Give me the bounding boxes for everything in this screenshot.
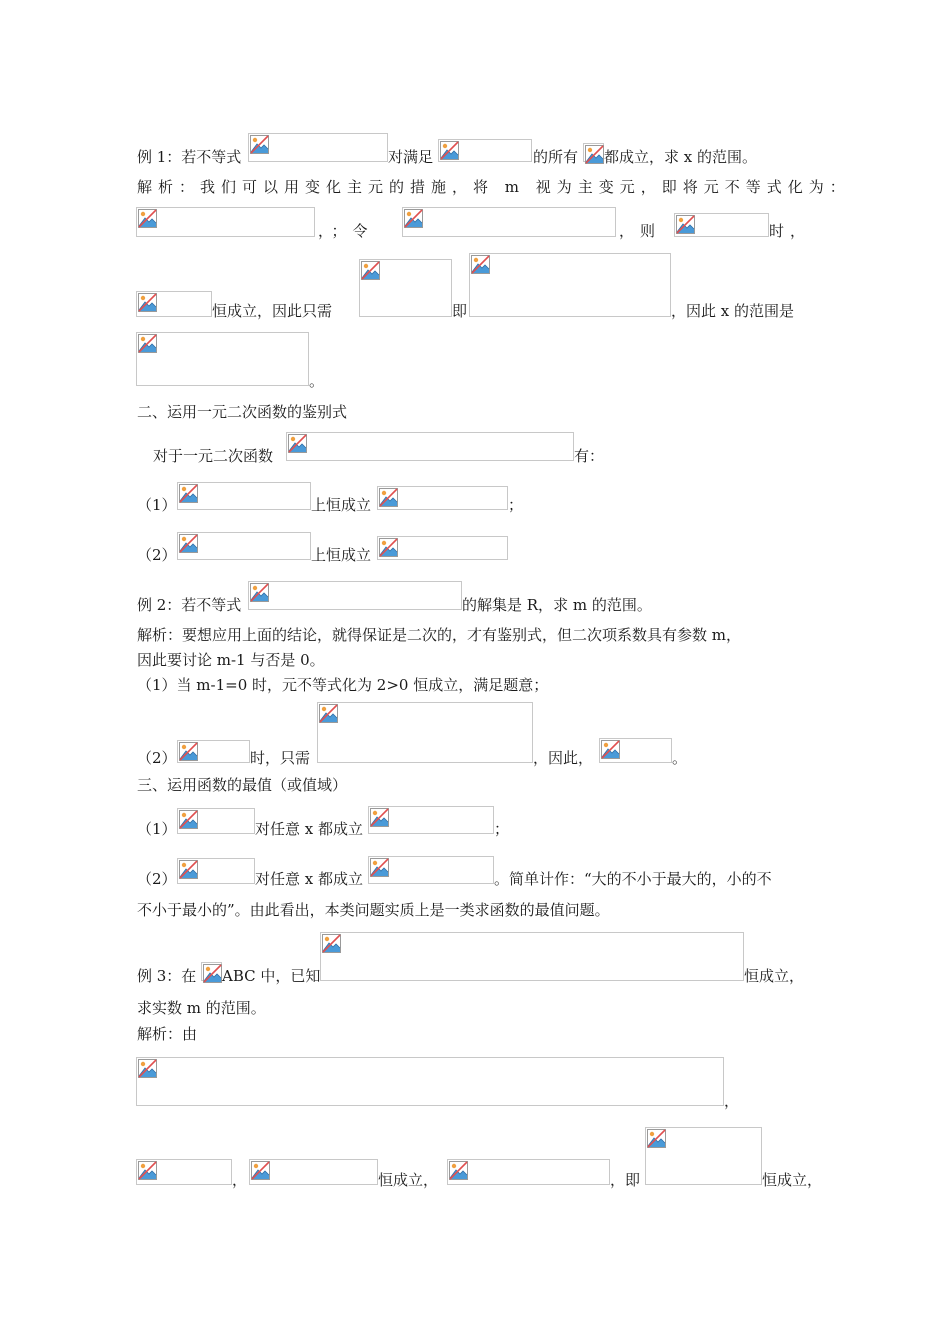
ex2-text-3: （2）	[137, 749, 177, 767]
ex3-text-6: ，	[232, 1171, 248, 1189]
formula-image	[249, 1159, 378, 1185]
ex3-analysis-label: 解析：由	[137, 1025, 198, 1043]
sec3-case-2-text: 对任意 x 都成立	[255, 870, 363, 888]
formula-image	[368, 806, 494, 834]
formula-image	[177, 482, 311, 510]
formula-image	[368, 856, 494, 884]
ex1-text-7: 时，	[769, 222, 812, 240]
ex1-analysis-line: 解析：我们可以用变化主元的措施，将 m 视为主变元，即将元不等式化为：	[137, 178, 851, 196]
formula-image	[674, 213, 769, 237]
ex2-text-5: ，因此，	[533, 749, 594, 767]
sec3-case-1-text: 对任意 x 都成立	[255, 820, 363, 838]
ex2-text-4: 时，只需	[250, 749, 311, 767]
sec3-summary-line: 不小于最小的”。由此看出，本类问题实质上是一类求函数的最值问题。	[137, 901, 610, 919]
ex2-analysis-line-2: 因此要讨论 m-1 与否是 0。	[137, 651, 325, 669]
formula-image	[447, 1159, 610, 1185]
sec3-case-1-label: （1）	[137, 820, 177, 838]
formula-image	[136, 207, 315, 237]
sec2-intro-2: 有：	[574, 447, 605, 465]
ex2-text-1: 例 2：若不等式	[137, 596, 242, 614]
ex1-text-8: 恒成立，因此只需	[212, 302, 333, 320]
sec2-case-2-label: （2）	[137, 546, 177, 564]
formula-image	[177, 858, 255, 884]
formula-image	[377, 486, 508, 510]
sec3-case-2-cont: 。简单计作：“大的不小于最大的，小的不	[494, 870, 772, 888]
ex1-text-5: ，；令	[318, 222, 374, 240]
formula-image	[469, 253, 671, 317]
ex2-text-6: 。	[672, 749, 688, 767]
sec3-case-2-label: （2）	[137, 870, 177, 888]
formula-image	[177, 808, 255, 834]
formula-image	[438, 139, 532, 162]
ex1-text-4: 都成立，求 x 的范围。	[604, 148, 757, 166]
sec2-case-2-text: 上恒成立	[311, 546, 372, 564]
ex1-text-6: ，则	[619, 222, 662, 240]
ex3-text-7: 恒成立，	[378, 1171, 439, 1189]
formula-image	[248, 581, 462, 610]
formula-image	[248, 133, 388, 162]
ex2-text-2: 的解集是 R，求 m 的范围。	[462, 596, 652, 614]
ex3-text-2: ABC 中，已知	[222, 967, 321, 985]
ex1-text-11: 。	[309, 372, 325, 390]
formula-image	[317, 702, 533, 763]
ex1-text-9: 即	[452, 302, 468, 320]
ex3-text-8: ，即	[610, 1171, 641, 1189]
formula-image	[136, 1159, 232, 1185]
sec2-intro-1: 对于一元二次函数	[153, 447, 274, 465]
ex3-text-4: 求实数 m 的范围。	[137, 999, 266, 1017]
ex2-analysis-line-1: 解析：要想应用上面的结论，就得保证是二次的，才有鉴别式，但二次项系数具有参数 m，	[137, 626, 741, 644]
formula-image	[136, 1057, 724, 1106]
sec2-case-1-label: （1）	[137, 496, 177, 514]
ex1-text-1: 例 1：若不等式	[137, 148, 242, 166]
formula-image	[177, 740, 250, 763]
formula-image	[286, 432, 574, 461]
formula-image	[359, 259, 452, 317]
formula-image	[201, 962, 222, 981]
ex1-text-2: 对满足	[388, 148, 434, 166]
ex1-text-10: ，因此 x 的范围是	[671, 302, 794, 320]
sec2-case-1-end: ；	[508, 496, 524, 514]
ex3-text-5: ，	[724, 1092, 740, 1110]
section-2-title: 二、运用一元二次函数的鉴别式	[137, 403, 348, 421]
formula-image	[402, 207, 616, 237]
sec2-case-1-text: 上恒成立	[311, 496, 372, 514]
ex3-text-3: 恒成立，	[744, 967, 805, 985]
ex1-text-3: 的所有	[533, 148, 579, 166]
ex3-text-1: 例 3：在	[137, 967, 197, 985]
formula-image	[177, 532, 311, 560]
formula-image	[583, 143, 604, 162]
ex3-text-9: 恒成立，	[762, 1171, 823, 1189]
formula-image	[136, 291, 212, 317]
section-3-title: 三、运用函数的最值（或值域）	[137, 776, 348, 794]
ex2-analysis-line-3: （1）当 m-1=0 时，元不等式化为 2>0 恒成立，满足题意；	[137, 676, 549, 694]
formula-image	[645, 1127, 762, 1185]
formula-image	[320, 932, 744, 981]
formula-image	[136, 332, 309, 386]
formula-image	[377, 536, 508, 560]
formula-image	[599, 738, 672, 763]
sec3-case-1-end: ；	[494, 820, 510, 838]
